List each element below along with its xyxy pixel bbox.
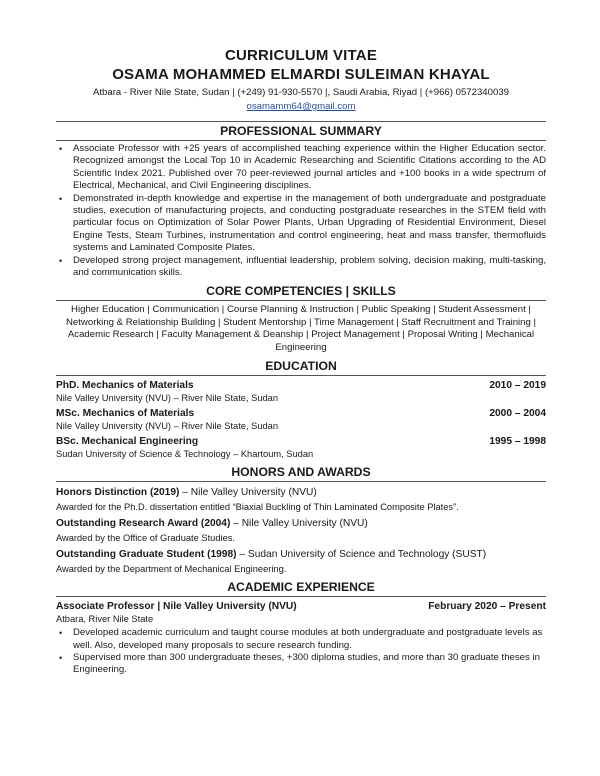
award-org: – Nile Valley University (NVU) bbox=[179, 487, 317, 499]
document-title: CURRICULUM VITAE bbox=[224, 47, 378, 64]
experience-list bbox=[56, 627, 546, 677]
list-item: • Developed academic curriculum and taught course modules at both undergraduate and postgraduate levels as well. Also, developed many proposals to secure research funding. bbox=[59, 627, 543, 651]
bullet-icon: • bbox=[59, 144, 63, 154]
applicant-name: OSAMA MOHAMMED ELMARDI SULEIMAN KHAYAL bbox=[112, 66, 490, 83]
award-detail: Awarded for the Ph.D. dissertation entitled “Biaxial Buckling of Thin Laminated Composite Plates”. bbox=[56, 502, 459, 513]
bullet-icon: • bbox=[59, 628, 63, 639]
experience-item bbox=[56, 600, 546, 677]
award-detail: Awarded by the Office of Graduate Studies. bbox=[56, 533, 235, 544]
list-item: • Demonstrated in-depth knowledge and expertise in the management of both undergraduate and postgraduate studies, execution of manufacturing projects, and conducting postgraduate researches in the STEM field with particular focus on Optimization of Solar Power Plants, Urban Upgrading of Residential Environment, Diesel Engine Tests, Steam Turbines, instrumentation and control engineering, heat and mass transfer, thermofluids systems and Laminated Composite Plates. bbox=[59, 192, 546, 254]
award-item bbox=[56, 548, 546, 575]
school-name: Sudan University of Science & Technology – Khartoum, Sudan bbox=[56, 449, 314, 460]
education-item bbox=[56, 435, 546, 460]
list-item: • Developed strong project management, influential leadership, problem solving, decision making, multi-tasking, and communication skills. bbox=[59, 254, 546, 279]
summary-heading: PROFESSIONAL SUMMARY bbox=[56, 121, 546, 141]
job-dates: February 2020 – Present bbox=[428, 601, 546, 613]
school-name: Nile Valley University (NVU) – River Nile State, Sudan bbox=[56, 393, 278, 404]
degree-dates: 1995 – 1998 bbox=[489, 436, 546, 448]
list-item: • Supervised more than 300 undergraduate theses, +300 diploma studies, and more than 30 graduate theses in Engineering. bbox=[59, 651, 540, 676]
education-item bbox=[56, 407, 546, 432]
job-location: Atbara, River Nile State bbox=[56, 614, 154, 625]
honors-heading: HONORS AND AWARDS bbox=[56, 465, 546, 482]
education-item bbox=[56, 379, 546, 404]
email-link[interactable]: osamamm64@gmail.com bbox=[246, 101, 356, 112]
award-detail: Awarded by the Department of Mechanical Engineering. bbox=[56, 564, 287, 575]
award-org: – Sudan University of Science and Technology (SUST) bbox=[236, 549, 487, 561]
school-name: Nile Valley University (NVU) – River Nile State, Sudan bbox=[56, 421, 278, 432]
bullet-icon: • bbox=[59, 193, 63, 204]
award-item bbox=[56, 486, 546, 513]
award-title: Outstanding Graduate Student (1998) bbox=[56, 549, 237, 561]
degree-dates: 2000 – 2004 bbox=[489, 408, 546, 420]
job-title: Associate Professor | Nile Valley University (NVU) bbox=[56, 601, 297, 613]
experience-heading: ACADEMIC EXPERIENCE bbox=[56, 580, 546, 597]
degree-title: MSc. Mechanics of Materials bbox=[56, 408, 195, 420]
list-item: • Associate Professor with +25 years of accomplished teaching experience within the Higher Education sector. Recognized amongst the Local Top 10 in Academic Researching and Scientific Citations according to the AD Scientific Index 2021. Published over 70 peer-reviewed journal articles and +100 books in a wide spectrum of Electrical, Mechanical, and Civil Engineering disciplines. bbox=[59, 143, 546, 192]
summary-list bbox=[56, 143, 546, 279]
contact-line: Atbara - River Nile State, Sudan | (+249) 91-930-5570 |, Saudi Arabia, Riyad | (+966) 0572340039 bbox=[92, 87, 509, 98]
skills-list: Higher Education | Communication | Course Planning & Instruction | Public Speaking | Student Assessment | Networking & Relationship Building | Student Mentorship | Time Management | Staff Recruitment and Training | Academic Research | Faculty Management & Deanship | Project Management | Proposal Writing | Mechanical Engineering bbox=[66, 304, 536, 353]
award-item bbox=[56, 517, 546, 544]
award-org: – Nile Valley University (NVU) bbox=[230, 518, 368, 530]
degree-title: PhD. Mechanics of Materials bbox=[56, 380, 194, 392]
degree-dates: 2010 – 2019 bbox=[489, 380, 546, 392]
resume-page bbox=[56, 46, 546, 677]
award-title: Outstanding Research Award (2004) bbox=[56, 518, 231, 530]
education-heading: EDUCATION bbox=[56, 359, 546, 376]
skills-heading: CORE COMPETENCIES | SKILLS bbox=[56, 284, 546, 301]
bullet-icon: • bbox=[59, 652, 63, 663]
bullet-icon: • bbox=[59, 255, 63, 266]
award-title: Honors Distinction (2019) bbox=[56, 487, 180, 499]
degree-title: BSc. Mechanical Engineering bbox=[56, 436, 199, 448]
